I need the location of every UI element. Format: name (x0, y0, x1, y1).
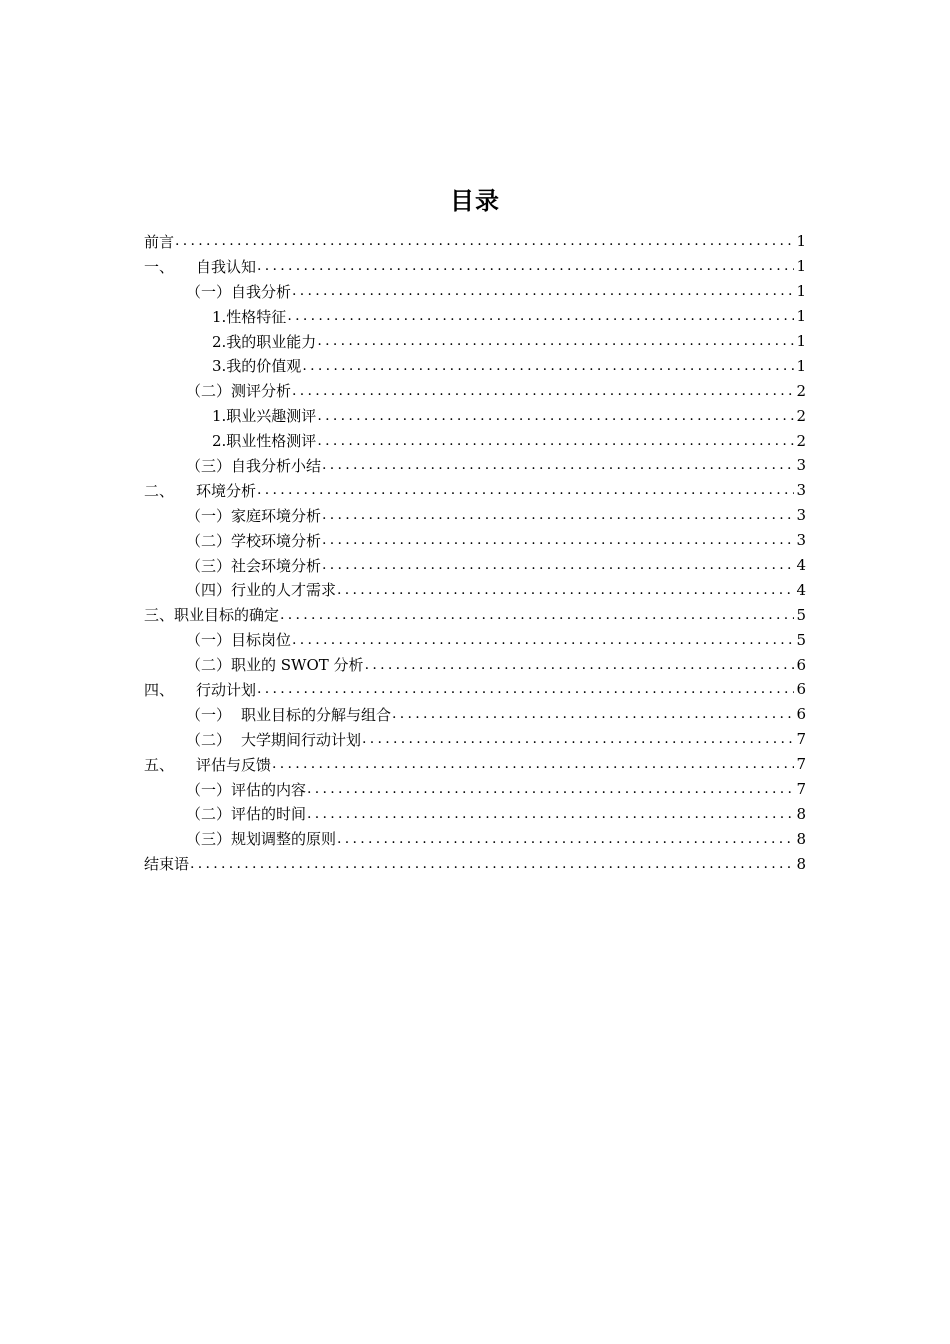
toc-page-number: 2 (796, 431, 806, 450)
toc-page-number: 4 (796, 580, 806, 599)
toc-entry-title: 目标岗位 (231, 631, 292, 650)
toc-page-number: 1 (796, 356, 806, 375)
toc-dot-leader (287, 308, 794, 324)
toc-entry[interactable] (144, 279, 806, 304)
toc-entry-heading (144, 679, 256, 700)
toc-page-number: 3 (796, 531, 806, 550)
toc-entry[interactable] (144, 428, 806, 453)
toc-entry-number: （三） (186, 556, 232, 575)
toc-page-number: 1 (796, 307, 806, 326)
toc-dot-leader (322, 532, 794, 548)
toc-entry-heading (186, 729, 361, 750)
toc-page-number: 8 (796, 804, 806, 823)
toc-entry[interactable] (144, 304, 806, 329)
toc-entry[interactable] (144, 851, 806, 876)
toc-entry-number: （四） (186, 581, 232, 600)
toc-entry[interactable] (144, 528, 806, 553)
toc-entry-number: （二） (186, 531, 232, 550)
toc-dot-leader (257, 482, 794, 498)
toc-entry-heading (212, 405, 316, 426)
toc-page-number: 6 (796, 680, 806, 699)
toc-entry-title: 大学期间行动计划 (241, 730, 362, 749)
toc-page-number: 3 (796, 481, 806, 500)
toc-entry[interactable] (144, 329, 806, 354)
toc-entry[interactable] (144, 453, 806, 478)
toc-entry-heading (186, 828, 336, 849)
toc-entry-title: 职业目标的分解与组合 (241, 705, 392, 724)
toc-entry-title: 1.性格特征 (212, 307, 287, 326)
toc-page-number: 1 (796, 282, 806, 301)
toc-entry-heading (212, 355, 301, 376)
toc-entry-heading (186, 704, 391, 725)
toc-entry-title: 前言 (144, 232, 175, 251)
toc-entry-number: （二） (186, 656, 232, 675)
toc-page-number: 5 (796, 630, 806, 649)
toc-entry-heading (186, 505, 321, 526)
toc-entry-number: 三、 (144, 606, 175, 625)
toc-dot-leader (257, 258, 794, 274)
toc-dot-leader (317, 433, 794, 449)
toc-entry-heading (186, 629, 291, 650)
toc-entry[interactable] (144, 801, 806, 826)
toc-entry-number: （一） (186, 705, 232, 724)
toc-entry-title: 评估的内容 (231, 780, 307, 799)
toc-entry-number: （三） (186, 456, 232, 475)
toc-entry-heading (186, 555, 321, 576)
toc-entry-heading (212, 430, 316, 451)
toc-page-number: 6 (796, 705, 806, 724)
toc-entry-heading (144, 604, 279, 625)
toc-entry-title: 3.我的价值观 (212, 357, 302, 376)
toc-entry-title: 自我分析 (231, 282, 292, 301)
toc-page-number: 6 (796, 655, 806, 674)
toc-entry[interactable] (144, 752, 806, 777)
toc-entry-title: 行动计划 (196, 680, 257, 699)
toc-entry-heading (212, 306, 286, 327)
toc-entry-title: 1.职业兴趣测评 (212, 407, 317, 426)
toc-entry-title: 测评分析 (231, 382, 292, 401)
toc-dot-leader (307, 806, 794, 822)
toc-page-number: 1 (796, 332, 806, 350)
toc-entry-title: 自我认知 (196, 257, 257, 276)
toc-entry-heading (144, 754, 271, 775)
toc-dot-leader (257, 681, 794, 697)
toc-entry-number: 二、 (144, 481, 175, 500)
toc-entry[interactable] (144, 702, 806, 727)
toc-dot-leader (362, 731, 794, 747)
toc-entry-number: （一） (186, 780, 232, 799)
toc-entry-title: 行业的人才需求 (231, 581, 337, 600)
toc-dot-leader (392, 706, 794, 722)
toc-dot-leader (292, 283, 794, 299)
toc-page-number: 2 (796, 406, 806, 425)
toc-page-number: 5 (796, 605, 806, 624)
toc-page-number: 7 (796, 780, 806, 799)
toc-entry-title: 评估与反馈 (196, 755, 272, 774)
toc-entry-title: 学校环境分析 (231, 531, 322, 550)
toc-entry[interactable] (144, 577, 806, 602)
toc-entry-title: 家庭环境分析 (231, 506, 322, 525)
toc-dot-leader (365, 657, 795, 673)
toc-entry[interactable] (144, 677, 806, 702)
toc-entry-title: 环境分析 (196, 481, 257, 500)
toc-dot-leader (292, 383, 794, 399)
toc-dot-leader (317, 408, 794, 424)
toc-entry[interactable] (144, 478, 806, 503)
toc-entry-number: （三） (186, 830, 232, 849)
toc-dot-leader (190, 856, 794, 872)
toc-dot-leader (322, 507, 794, 523)
toc-entry-number: （一） (186, 282, 232, 301)
toc-page-number: 2 (796, 381, 806, 400)
toc-entry[interactable] (144, 254, 806, 279)
toc-dot-leader (280, 607, 794, 623)
toc-dot-leader (272, 756, 794, 772)
toc-entry-number: （二） (186, 382, 232, 401)
toc-page-number: 3 (796, 506, 806, 525)
toc-entry[interactable] (144, 403, 806, 428)
page-title: 目录 (450, 187, 500, 215)
toc-entry-title: 2.我的职业能力 (212, 332, 317, 351)
toc-entry[interactable] (144, 652, 806, 677)
toc-entry[interactable] (144, 553, 806, 578)
toc-page-number: 1 (796, 232, 806, 251)
toc-entry-title: 职业目标的确定 (174, 606, 280, 625)
toc-entry[interactable] (144, 378, 806, 403)
toc-entry[interactable] (144, 727, 806, 752)
toc-entry[interactable] (144, 627, 806, 652)
toc-entry-title: 结束语 (144, 855, 190, 874)
toc-entry[interactable] (144, 826, 806, 851)
toc-dot-leader (292, 632, 794, 648)
toc-entry[interactable] (144, 229, 806, 254)
toc-entry-number: 四、 (144, 680, 175, 699)
toc-dot-leader (322, 557, 794, 573)
toc-entry[interactable] (144, 503, 806, 528)
toc-entry-number: 一、 (144, 257, 175, 276)
toc-entry-heading (144, 231, 174, 252)
table-of-contents (144, 229, 806, 876)
toc-entry-heading (186, 779, 306, 800)
toc-dot-leader (317, 333, 794, 349)
toc-entry-title: 2.职业性格测评 (212, 432, 317, 451)
toc-entry[interactable] (144, 353, 806, 378)
toc-entry-heading (144, 853, 189, 874)
toc-page-number: 1 (796, 257, 806, 276)
toc-entry-heading (144, 256, 256, 277)
toc-entry-heading (186, 455, 321, 476)
toc-entry-number: （二） (186, 730, 232, 749)
toc-entry[interactable] (144, 602, 806, 627)
toc-page-number: 4 (796, 556, 806, 575)
toc-entry-number: （二） (186, 805, 232, 824)
toc-entry-heading (186, 281, 291, 302)
toc-entry[interactable] (144, 777, 806, 802)
toc-dot-leader (175, 233, 794, 249)
toc-entry-title: 规划调整的原则 (231, 830, 337, 849)
toc-entry-heading (186, 380, 291, 401)
toc-page-number: 8 (796, 854, 806, 873)
toc-dot-leader (307, 781, 794, 797)
toc-entry-heading (186, 803, 306, 824)
toc-entry-heading (212, 331, 316, 352)
toc-entry-heading (186, 579, 336, 600)
toc-entry-title: 评估的时间 (231, 805, 307, 824)
toc-entry-title: 职业的 SWOT 分析 (231, 656, 364, 675)
toc-page-number: 3 (796, 456, 806, 475)
toc-entry-number: （一） (186, 631, 232, 650)
toc-page-number: 7 (796, 730, 806, 749)
toc-page-number: 8 (796, 829, 806, 848)
toc-entry-heading (144, 480, 256, 501)
toc-entry-heading (186, 530, 321, 551)
toc-page-number: 7 (796, 755, 806, 774)
toc-entry-heading (186, 654, 364, 675)
toc-dot-leader (302, 358, 794, 374)
toc-dot-leader (337, 582, 794, 598)
toc-entry-number: （一） (186, 506, 232, 525)
toc-entry-title: 社会环境分析 (231, 556, 322, 575)
toc-dot-leader (337, 831, 794, 847)
toc-entry-title: 自我分析小结 (231, 456, 322, 475)
toc-entry-number: 五、 (144, 755, 175, 774)
toc-dot-leader (322, 457, 794, 473)
